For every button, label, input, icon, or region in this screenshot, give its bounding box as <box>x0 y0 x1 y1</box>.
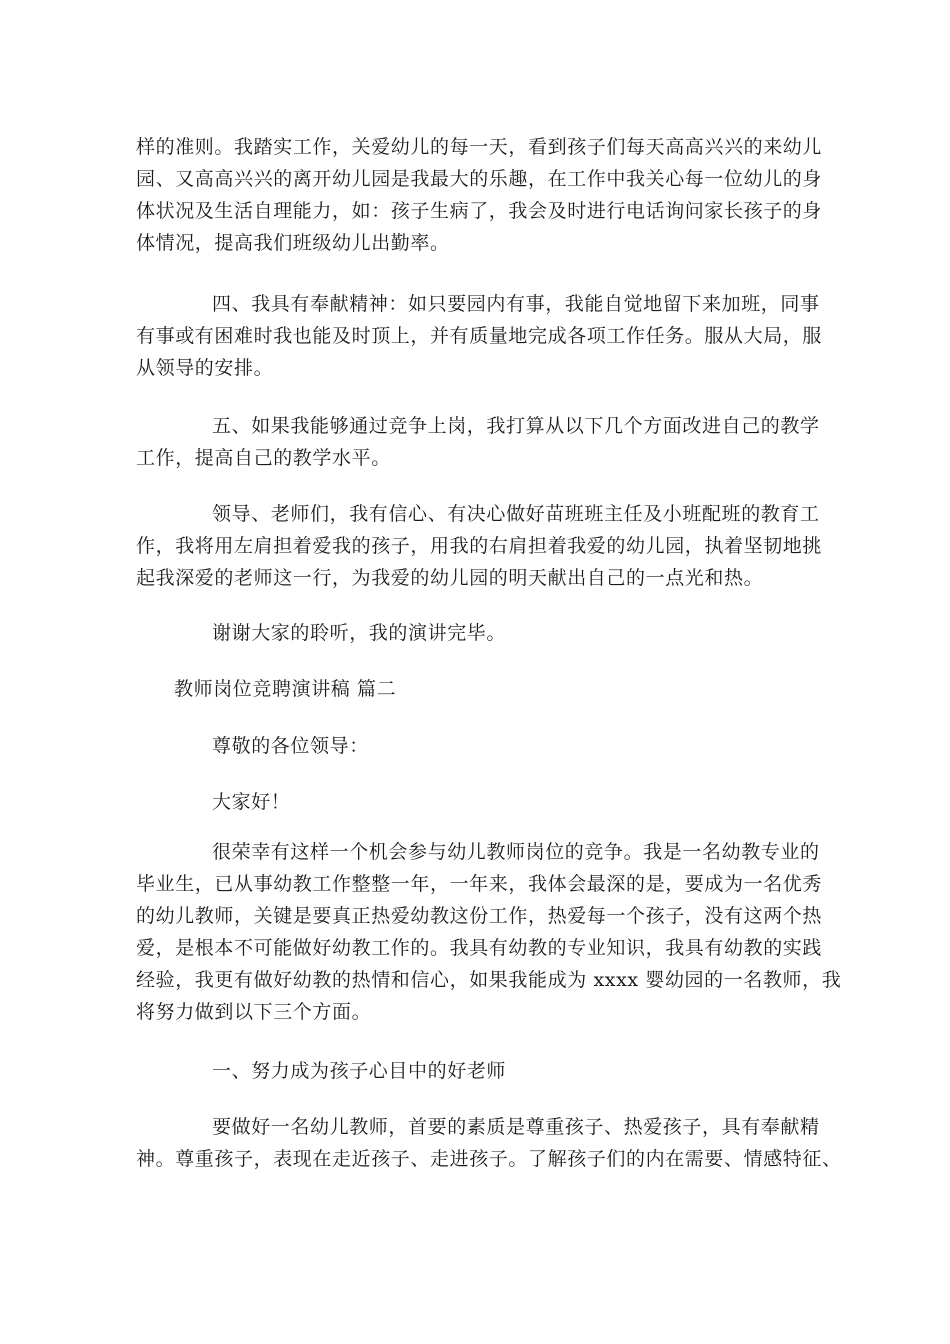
text-line: 爱，是根本不可能做好幼教工作的。我具有幼教的专业知识，我具有幼教的实践 <box>136 937 823 959</box>
heading-text: 教师岗位竞聘演讲稿 篇二 <box>174 678 397 700</box>
paragraph-commitment <box>136 498 823 594</box>
text-line: 尊敬的各位领导： <box>212 735 369 757</box>
text-line: 工作，提高自己的教学水平。 <box>136 447 391 469</box>
paragraph-dedication <box>136 288 823 384</box>
paragraph-respect <box>136 1111 842 1175</box>
text-line: 从领导的安排。 <box>136 357 274 379</box>
paragraph-greeting <box>136 786 816 818</box>
text-line: 一、努力成为孩子心目中的好老师 <box>212 1060 507 1082</box>
text-line: 神。尊重孩子，表现在走近孩子、走进孩子。了解孩子们的内在需要、情感特征、 <box>136 1148 842 1170</box>
paragraph-point-one <box>136 1055 816 1087</box>
text-line: 四、我具有奉献精神：如只要园内有事，我能自觉地留下来加班，同事 <box>212 293 820 315</box>
text-line: 起我深爱的老师这一行，为我爱的幼儿园的明天献出自己的一点光和热。 <box>136 567 764 589</box>
text-line: 作，我将用左肩担着爱我的孩子，用我的右肩担着我爱的幼儿园，执着坚韧地挑 <box>136 535 823 557</box>
text-line: 体状况及生活自理能力，如：孩子生病了，我会及时进行电话询问家长孩子的身 <box>136 200 823 222</box>
text-line: 经验，我更有做好幼教的热情和信心，如果我能成为 xxxx 婴幼园的一名教师，我 <box>136 969 842 991</box>
text-line: 样的准则。我踏实工作，关爱幼儿的每一天，看到孩子们每天高高兴兴的来幼儿 <box>136 136 823 158</box>
text-line: 大家好！ <box>212 791 291 813</box>
text-line: 谢谢大家的聆听，我的演讲完毕。 <box>212 622 507 644</box>
text-line: 体情况，提高我们班级幼儿出勤率。 <box>136 232 450 254</box>
text-line: 很荣幸有这样一个机会参与幼儿教师岗位的竞争。我是一名幼教专业的 <box>212 841 820 863</box>
paragraph-introduction <box>136 836 842 1028</box>
text-line: 五、如果我能够通过竞争上岗，我打算从以下几个方面改进自己的教学 <box>212 415 820 437</box>
text-line: 毕业生，已从事幼教工作整整一年，一年来，我体会最深的是，要成为一名优秀 <box>136 873 823 895</box>
text-line: 有事或有困难时我也能及时顶上，并有质量地完成各项工作任务。服从大局，服 <box>136 325 823 347</box>
text-line: 领导、老师们，我有信心、有决心做好苗班班主任及小班配班的教育工 <box>212 503 820 525</box>
section-heading <box>174 673 854 705</box>
text-line: 的幼儿教师，关键是要真正热爱幼教这份工作，热爱每一个孩子，没有这两个热 <box>136 905 823 927</box>
text-line: 要做好一名幼儿教师，首要的素质是尊重孩子、热爱孩子，具有奉献精 <box>212 1116 820 1138</box>
paragraph-improvement <box>136 410 820 474</box>
paragraph-criteria <box>136 131 823 259</box>
paragraph-salutation <box>136 730 816 762</box>
text-line: 将努力做到以下三个方面。 <box>136 1001 372 1023</box>
text-line: 园、又高高兴兴的离开幼儿园是我最大的乐趣，在工作中我关心每一位幼儿的身 <box>136 168 823 190</box>
paragraph-thanks <box>136 617 816 649</box>
